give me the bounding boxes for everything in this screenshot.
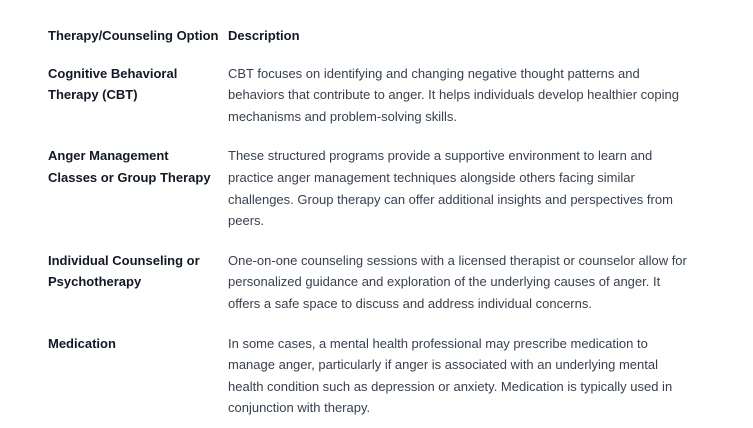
option-cell: Cognitive Behavioral Therapy (CBT) [48, 65, 178, 103]
description-cell: These structured programs provide a supportive environment to learn and practice anger management techniques alongside others facing similar challenges. Group therapy can offer additional insights and perspectives from peers. [228, 148, 673, 229]
option-cell: Individual Counseling or Psychotherapy [48, 252, 200, 290]
option-cell: Anger Management Classes or Group Therapy [48, 148, 211, 185]
description-cell: In some cases, a mental health professional may prescribe medication to manage anger, particularly if anger is associated with an underlying mental health condition such as depression or anxiety. Medication is typically used in conjunction with therapy. [228, 335, 673, 416]
table-row [48, 324, 688, 428]
table-header [48, 18, 688, 54]
header-row [48, 18, 688, 54]
therapy-options-table [48, 18, 688, 428]
header-option: Therapy/Counseling Option [48, 28, 219, 43]
description-cell: CBT focuses on identifying and changing negative thought patterns and behaviors that contribute to anger. It helps individuals develop healthier coping mechanisms and problem-solving skills. [228, 65, 679, 124]
option-cell: Medication [48, 335, 116, 351]
table-row [48, 241, 688, 324]
table-body [48, 54, 688, 428]
description-cell: One-on-one counseling sessions with a licensed therapist or counselor allow for personalized guidance and exploration of the underlying causes of anger. It offers a safe space to discuss and address individual concerns. [228, 252, 687, 311]
header-description: Description [228, 28, 300, 43]
table-row [48, 54, 688, 137]
table-row [48, 136, 688, 240]
